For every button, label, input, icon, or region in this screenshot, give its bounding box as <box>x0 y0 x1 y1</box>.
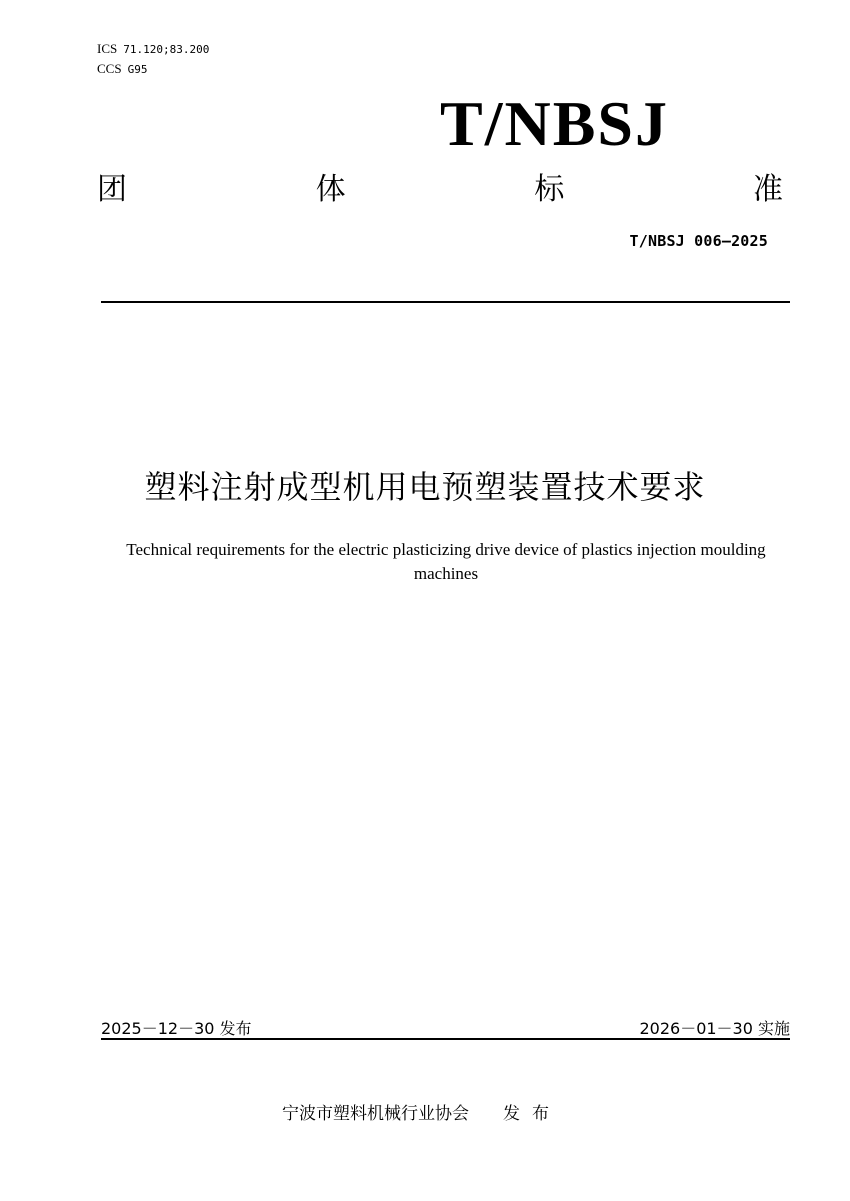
effective-date: 2026－01－30 实施 <box>639 1019 790 1038</box>
publish-date: 2025－12－30 发布 <box>101 1019 252 1038</box>
document-title-cn: 塑料注射成型机用电预塑装置技术要求 <box>144 468 706 506</box>
top-divider <box>101 301 790 303</box>
standard-type-char: 体 <box>315 172 346 207</box>
standard-code: T/NBSJ 006—2025 <box>629 232 768 250</box>
standard-type-char: 标 <box>534 172 565 207</box>
ics-value: 71.120;83.200 <box>123 43 210 56</box>
document-title-en: Technical requirements for the electric plasticizing drive device of plastics injection moulding machines <box>126 540 766 583</box>
ccs-value: G95 <box>127 63 148 76</box>
ics-line <box>97 42 209 57</box>
bottom-divider <box>101 1038 790 1040</box>
standard-logo: T/NBSJ <box>440 88 669 159</box>
standard-type-char: 准 <box>752 172 783 207</box>
publisher-line <box>282 1099 561 1124</box>
ccs-line <box>97 62 147 77</box>
ccs-label: CCS <box>97 61 122 76</box>
ics-label: ICS <box>97 41 118 56</box>
publish-action: 发布 <box>503 1104 561 1124</box>
standard-type-char: 团 <box>97 172 127 207</box>
standard-type-heading <box>97 164 783 208</box>
publisher-name: 宁波市塑料机械行业协会 <box>282 1104 469 1124</box>
